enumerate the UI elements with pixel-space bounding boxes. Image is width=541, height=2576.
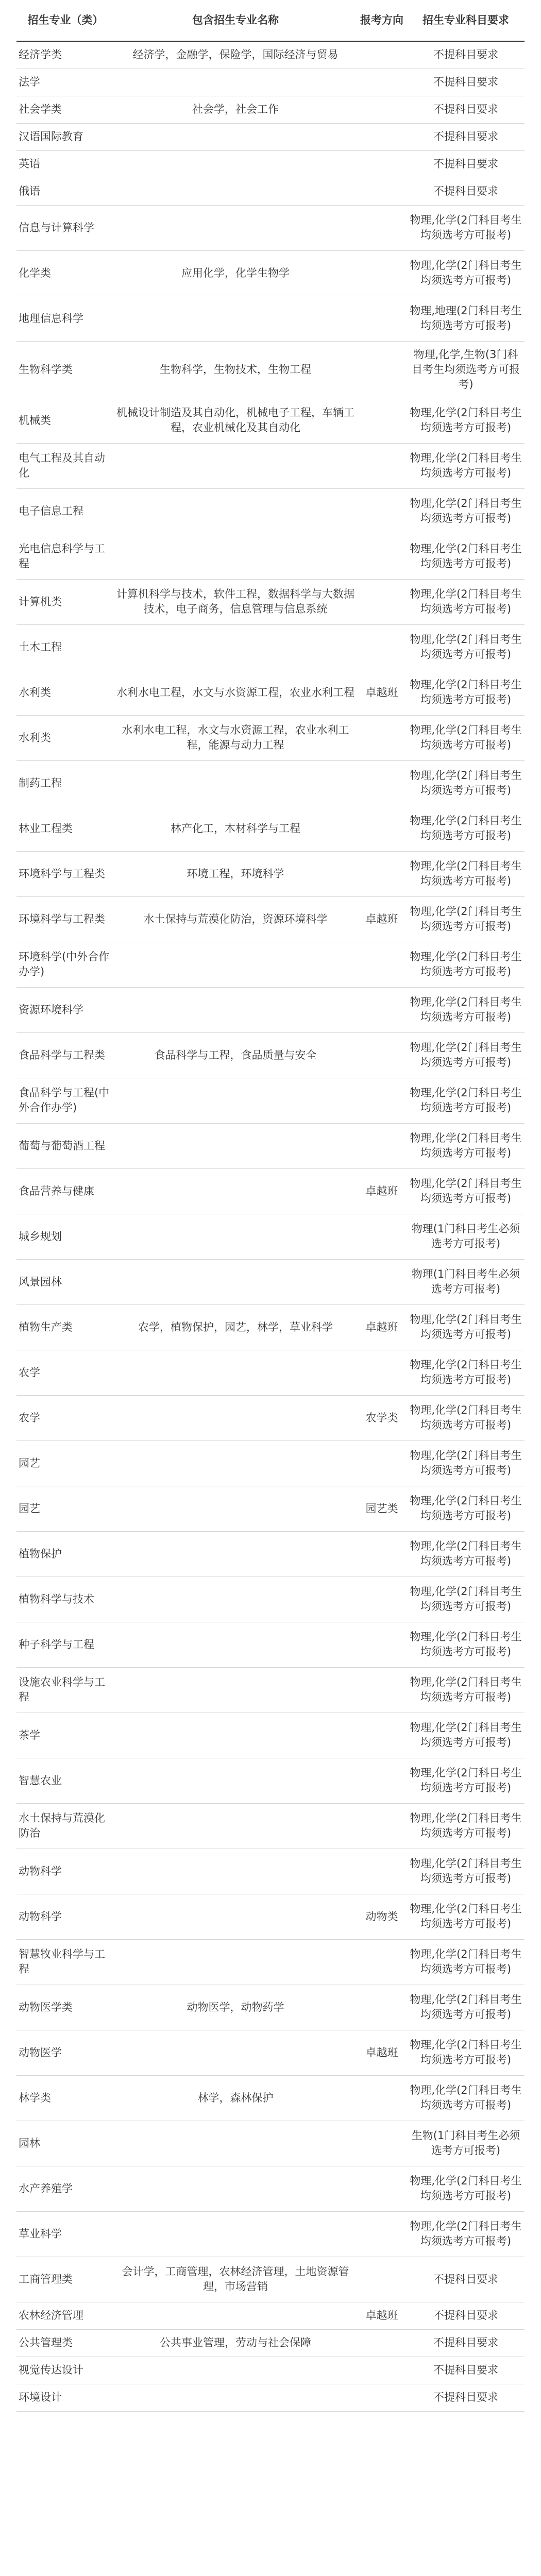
cell-requirement: 物理,化学(2门科目考生均须选考方可报考) [407,1032,525,1078]
cell-requirement: 物理,化学(2门科目考生均须选考方可报考) [407,670,525,715]
cell-includes: 环境工程，环境科学 [114,851,357,896]
cell-includes [114,1078,357,1123]
cell-direction [357,69,407,96]
cell-major: 设施农业科学与工程 [16,1667,114,1713]
cell-major: 种子科学与工程 [16,1622,114,1667]
cell-requirement: 物理,化学(2门科目考生均须选考方可报考) [407,2166,525,2211]
cell-includes [114,2302,357,2329]
cell-major: 机械类 [16,398,114,443]
cell-major: 农学 [16,1350,114,1395]
cell-requirement: 物理,化学(2门科目考生均须选考方可报考) [407,851,525,896]
cell-direction [357,806,407,851]
cell-direction [357,1622,407,1667]
cell-requirement: 不提科目要求 [407,2257,525,2302]
cell-includes [114,1168,357,1214]
table-row [16,443,525,488]
table-row [16,2357,525,2384]
cell-direction [357,205,407,250]
cell-direction [357,534,407,579]
table-row [16,69,525,96]
cell-includes [114,1123,357,1168]
cell-requirement: 物理,化学,生物(3门科目考生均须选考方可报考) [407,341,525,398]
cell-includes: 水利水电工程，水文与水资源工程，农业水利工程 [114,670,357,715]
table-row [16,1123,525,1168]
cell-direction [357,150,407,178]
table-row [16,1985,525,2030]
cell-includes [114,1667,357,1713]
cell-includes: 林产化工，木材科学与工程 [114,806,357,851]
cell-requirement: 不提科目要求 [407,123,525,150]
table-row [16,579,525,624]
cell-includes: 计算机科学与技术，软件工程，数据科学与大数据技术，电子商务，信息管理与信息系统 [114,579,357,624]
table-row [16,41,525,69]
cell-direction: 园艺类 [357,1486,407,1531]
cell-requirement: 物理,化学(2门科目考生均须选考方可报考) [407,1667,525,1713]
table-row [16,896,525,942]
table-row [16,1259,525,1304]
cell-requirement: 物理,化学(2门科目考生均须选考方可报考) [407,579,525,624]
cell-requirement: 物理(1门科目考生必须选考方可报考) [407,1259,525,1304]
cell-includes: 水土保持与荒漠化防治，资源环境科学 [114,896,357,942]
cell-major: 环境科学与工程类 [16,896,114,942]
cell-direction [357,443,407,488]
cell-major: 水利类 [16,670,114,715]
header-major: 招生专业（类） [16,0,114,41]
cell-requirement: 不提科目要求 [407,150,525,178]
cell-major: 电气工程及其自动化 [16,443,114,488]
cell-requirement: 物理(1门科目考生必须选考方可报考) [407,1214,525,1259]
cell-direction [357,987,407,1032]
cell-major: 化学类 [16,250,114,296]
cell-direction: 卓越班 [357,2302,407,2329]
cell-major: 动物科学 [16,1849,114,1894]
cell-direction [357,1758,407,1803]
cell-includes [114,2384,357,2411]
cell-direction [357,1259,407,1304]
cell-requirement: 物理,化学(2门科目考生均须选考方可报考) [407,806,525,851]
cell-direction [357,96,407,123]
cell-major: 园林 [16,2121,114,2166]
cell-requirement: 物理,化学(2门科目考生均须选考方可报考) [407,1713,525,1758]
cell-includes [114,443,357,488]
cell-major: 工商管理类 [16,2257,114,2302]
cell-direction: 卓越班 [357,896,407,942]
cell-includes: 水利水电工程，水文与水资源工程，农业水利工程，能源与动力工程 [114,715,357,760]
cell-includes [114,1259,357,1304]
cell-includes [114,1486,357,1531]
cell-includes: 动物医学，动物药学 [114,1985,357,2030]
table-row [16,488,525,534]
cell-includes [114,624,357,670]
cell-major: 俄语 [16,178,114,205]
table-row [16,670,525,715]
table-row [16,2329,525,2357]
cell-major: 动物医学 [16,2030,114,2075]
table-row [16,2302,525,2329]
table-row [16,1758,525,1803]
table-row [16,2166,525,2211]
cell-includes [114,123,357,150]
cell-direction [357,178,407,205]
table-row [16,851,525,896]
table-row [16,2257,525,2302]
cell-requirement: 物理,化学(2门科目考生均须选考方可报考) [407,1803,525,1849]
cell-requirement: 物理,化学(2门科目考生均须选考方可报考) [407,624,525,670]
table-row [16,1803,525,1849]
cell-major: 葡萄与葡萄酒工程 [16,1123,114,1168]
cell-requirement: 物理,化学(2门科目考生均须选考方可报考) [407,896,525,942]
cell-direction [357,1667,407,1713]
table-row [16,96,525,123]
cell-requirement: 物理,化学(2门科目考生均须选考方可报考) [407,534,525,579]
cell-includes [114,2166,357,2211]
cell-requirement: 物理,化学(2门科目考生均须选考方可报考) [407,1078,525,1123]
cell-requirement: 物理,化学(2门科目考生均须选考方可报考) [407,250,525,296]
cell-major: 水土保持与荒漠化防治 [16,1803,114,1849]
cell-includes: 会计学，工商管理，农林经济管理，土地资源管理，市场营销 [114,2257,357,2302]
cell-includes [114,2357,357,2384]
cell-major: 城乡规划 [16,1214,114,1259]
cell-includes [114,1577,357,1622]
cell-includes [114,987,357,1032]
cell-direction [357,341,407,398]
cell-includes [114,1440,357,1486]
table-row [16,250,525,296]
header-direction: 报考方向 [357,0,407,41]
cell-requirement: 物理,化学(2门科目考生均须选考方可报考) [407,1350,525,1395]
cell-major: 茶学 [16,1713,114,1758]
cell-major: 植物生产类 [16,1304,114,1350]
cell-direction [357,1440,407,1486]
cell-requirement: 物理,化学(2门科目考生均须选考方可报考) [407,1939,525,1985]
cell-requirement: 物理,化学(2门科目考生均须选考方可报考) [407,1440,525,1486]
cell-includes [114,1849,357,1894]
cell-requirement: 不提科目要求 [407,178,525,205]
cell-direction: 农学类 [357,1395,407,1440]
cell-requirement: 不提科目要求 [407,41,525,69]
cell-major: 电子信息工程 [16,488,114,534]
table-row [16,2075,525,2121]
cell-major: 计算机类 [16,579,114,624]
cell-requirement: 物理,化学(2门科目考生均须选考方可报考) [407,1894,525,1939]
table-row [16,624,525,670]
cell-major: 动物医学类 [16,1985,114,2030]
table-row [16,715,525,760]
cell-direction [357,851,407,896]
cell-direction [357,1849,407,1894]
cell-requirement: 物理,化学(2门科目考生均须选考方可报考) [407,2211,525,2257]
cell-direction [357,2257,407,2302]
cell-requirement: 不提科目要求 [407,2384,525,2411]
cell-direction [357,398,407,443]
cell-direction [357,1713,407,1758]
cell-major: 食品营养与健康 [16,1168,114,1214]
cell-direction: 卓越班 [357,670,407,715]
table-row [16,1622,525,1667]
cell-includes [114,205,357,250]
table-row [16,942,525,987]
cell-includes [114,760,357,806]
cell-major: 农学 [16,1395,114,1440]
cell-requirement: 物理,化学(2门科目考生均须选考方可报考) [407,1985,525,2030]
cell-includes [114,534,357,579]
cell-major: 水产养殖学 [16,2166,114,2211]
cell-includes [114,178,357,205]
cell-direction [357,624,407,670]
cell-requirement: 物理,化学(2门科目考生均须选考方可报考) [407,987,525,1032]
table-header-row [16,0,525,41]
cell-requirement: 物理,化学(2门科目考生均须选考方可报考) [407,1168,525,1214]
cell-major: 植物科学与技术 [16,1577,114,1622]
cell-includes: 机械设计制造及其自动化，机械电子工程，车辆工程，农业机械化及其自动化 [114,398,357,443]
cell-requirement: 物理,化学(2门科目考生均须选考方可报考) [407,1577,525,1622]
cell-major: 智慧农业 [16,1758,114,1803]
cell-major: 园艺 [16,1486,114,1531]
cell-direction [357,41,407,69]
cell-major: 信息与计算科学 [16,205,114,250]
cell-direction [357,250,407,296]
header-includes: 包含招生专业名称 [114,0,357,41]
cell-includes [114,1939,357,1985]
cell-direction [357,2075,407,2121]
cell-requirement: 生物(1门科目考生必须选考方可报考) [407,2121,525,2166]
table-row [16,1078,525,1123]
cell-includes: 农学，植物保护，园艺，林学，草业科学 [114,1304,357,1350]
cell-direction [357,1078,407,1123]
cell-direction [357,1214,407,1259]
cell-major: 风景园林 [16,1259,114,1304]
cell-includes: 公共事业管理，劳动与社会保障 [114,2329,357,2357]
cell-includes: 经济学，金融学，保险学，国际经济与贸易 [114,41,357,69]
table-row [16,760,525,806]
cell-includes [114,1214,357,1259]
table-row [16,806,525,851]
cell-direction [357,2166,407,2211]
cell-direction [357,1985,407,2030]
cell-direction: 卓越班 [357,2030,407,2075]
cell-requirement: 物理,化学(2门科目考生均须选考方可报考) [407,1849,525,1894]
table-row [16,205,525,250]
cell-includes: 食品科学与工程，食品质量与安全 [114,1032,357,1078]
cell-requirement: 不提科目要求 [407,96,525,123]
table-row [16,2030,525,2075]
table-row [16,398,525,443]
cell-direction [357,1531,407,1577]
table-row [16,1350,525,1395]
cell-includes [114,488,357,534]
cell-requirement: 物理,化学(2门科目考生均须选考方可报考) [407,1304,525,1350]
cell-includes [114,1395,357,1440]
cell-major: 社会学类 [16,96,114,123]
cell-direction [357,715,407,760]
cell-includes: 林学，森林保护 [114,2075,357,2121]
cell-major: 环境设计 [16,2384,114,2411]
cell-major: 地理信息科学 [16,296,114,341]
cell-major: 智慧牧业科学与工程 [16,1939,114,1985]
cell-includes [114,1350,357,1395]
header-requirement: 招生专业科目要求 [407,0,525,41]
table-row [16,2121,525,2166]
cell-direction [357,942,407,987]
cell-requirement: 不提科目要求 [407,2329,525,2357]
cell-includes [114,150,357,178]
cell-requirement: 不提科目要求 [407,2357,525,2384]
table-row [16,1577,525,1622]
cell-includes [114,1622,357,1667]
table-row [16,1713,525,1758]
cell-major: 草业科学 [16,2211,114,2257]
cell-includes [114,296,357,341]
cell-direction: 卓越班 [357,1168,407,1214]
cell-major: 法学 [16,69,114,96]
cell-major: 土木工程 [16,624,114,670]
cell-major: 资源环境科学 [16,987,114,1032]
table-row [16,1939,525,1985]
cell-requirement: 物理,化学(2门科目考生均须选考方可报考) [407,1622,525,1667]
cell-includes [114,942,357,987]
cell-direction [357,2357,407,2384]
cell-major: 水利类 [16,715,114,760]
cell-major: 环境科学与工程类 [16,851,114,896]
table-row [16,1486,525,1531]
cell-requirement: 物理,化学(2门科目考生均须选考方可报考) [407,1531,525,1577]
cell-direction [357,1577,407,1622]
cell-requirement: 物理,化学(2门科目考生均须选考方可报考) [407,760,525,806]
cell-requirement: 物理,化学(2门科目考生均须选考方可报考) [407,205,525,250]
cell-major: 林学类 [16,2075,114,2121]
cell-major: 英语 [16,150,114,178]
cell-requirement: 物理,化学(2门科目考生均须选考方可报考) [407,2075,525,2121]
cell-major: 制药工程 [16,760,114,806]
cell-direction [357,2329,407,2357]
cell-includes: 生物科学，生物技术，生物工程 [114,341,357,398]
cell-includes [114,1713,357,1758]
cell-direction [357,2384,407,2411]
cell-direction [357,2211,407,2257]
table-row [16,178,525,205]
cell-major: 农林经济管理 [16,2302,114,2329]
table-row [16,341,525,398]
cell-requirement: 物理,化学(2门科目考生均须选考方可报考) [407,1486,525,1531]
cell-direction [357,488,407,534]
cell-includes: 社会学，社会工作 [114,96,357,123]
table-row [16,1214,525,1259]
cell-direction [357,2121,407,2166]
table-row [16,1304,525,1350]
table-row [16,2384,525,2411]
cell-includes [114,1803,357,1849]
table-row [16,1667,525,1713]
cell-requirement: 物理,化学(2门科目考生均须选考方可报考) [407,1395,525,1440]
cell-direction [357,1939,407,1985]
cell-direction [357,296,407,341]
cell-requirement: 不提科目要求 [407,2302,525,2329]
cell-major: 食品科学与工程(中外合作办学) [16,1078,114,1123]
cell-major: 食品科学与工程类 [16,1032,114,1078]
cell-direction [357,1032,407,1078]
table-row [16,1395,525,1440]
cell-direction [357,1803,407,1849]
cell-direction [357,1350,407,1395]
cell-requirement: 物理,化学(2门科目考生均须选考方可报考) [407,398,525,443]
cell-includes [114,1531,357,1577]
cell-requirement: 物理,化学(2门科目考生均须选考方可报考) [407,942,525,987]
cell-major: 汉语国际教育 [16,123,114,150]
cell-direction [357,579,407,624]
cell-major: 林业工程类 [16,806,114,851]
table-row [16,534,525,579]
table-row [16,1531,525,1577]
cell-requirement: 物理,化学(2门科目考生均须选考方可报考) [407,715,525,760]
cell-major: 光电信息科学与工程 [16,534,114,579]
cell-requirement: 物理,化学(2门科目考生均须选考方可报考) [407,2030,525,2075]
cell-direction [357,760,407,806]
table-row [16,1168,525,1214]
cell-major: 经济学类 [16,41,114,69]
cell-major: 公共管理类 [16,2329,114,2357]
cell-major: 动物科学 [16,1894,114,1939]
cell-major: 环境科学(中外合作办学) [16,942,114,987]
admission-table [16,0,525,2412]
table-body [16,41,525,2411]
table-row [16,2211,525,2257]
table-row [16,1032,525,1078]
cell-includes [114,2121,357,2166]
cell-includes [114,69,357,96]
table-row [16,1894,525,1939]
cell-requirement: 物理,化学(2门科目考生均须选考方可报考) [407,1123,525,1168]
cell-major: 园艺 [16,1440,114,1486]
cell-requirement: 物理,化学(2门科目考生均须选考方可报考) [407,443,525,488]
cell-direction: 动物类 [357,1894,407,1939]
cell-requirement: 不提科目要求 [407,69,525,96]
cell-includes [114,2030,357,2075]
table-row [16,150,525,178]
cell-major: 植物保护 [16,1531,114,1577]
table-row [16,987,525,1032]
table-row [16,296,525,341]
table-row [16,1440,525,1486]
table-row [16,123,525,150]
cell-direction: 卓越班 [357,1304,407,1350]
cell-includes: 应用化学，化学生物学 [114,250,357,296]
cell-includes [114,1758,357,1803]
cell-requirement: 物理,化学(2门科目考生均须选考方可报考) [407,488,525,534]
cell-major: 生物科学类 [16,341,114,398]
cell-requirement: 物理,地理(2门科目考生均须选考方可报考) [407,296,525,341]
cell-includes [114,1894,357,1939]
cell-requirement: 物理,化学(2门科目考生均须选考方可报考) [407,1758,525,1803]
cell-includes [114,2211,357,2257]
cell-direction [357,1123,407,1168]
cell-direction [357,123,407,150]
cell-major: 视觉传达设计 [16,2357,114,2384]
table-row [16,1849,525,1894]
